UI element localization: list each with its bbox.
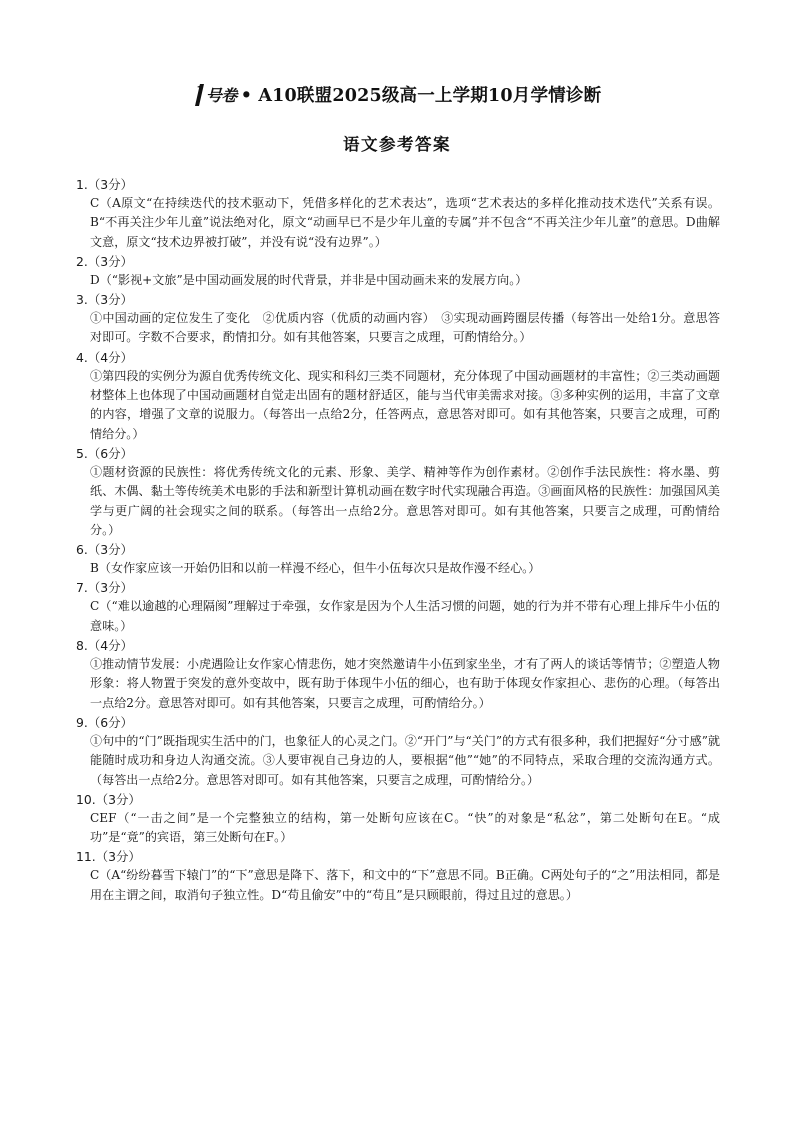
brush-stroke-icon	[193, 83, 205, 107]
question-number: 3.（3分）	[76, 292, 133, 308]
answer-text: C（“难以逾越的心理隔阂”理解过于牵强，女作家是因为个人生活习惯的问题，她的行为并不带有心理上排斥牛小伍的意味。）	[90, 599, 720, 633]
title-row	[193, 82, 602, 107]
answer-item-8	[76, 636, 720, 713]
page-subtitle: 语文参考答案	[343, 134, 451, 154]
answer-text: C（A“纷纷暮雪下辕门”的“下”意思是降下、落下，和文中的“下”意思不同。B正确。C两处句子的“之”用法相同，都是用在主谓之间，取消句子独立性。D“苟且偷安”中的“苟且”是只顾眼前，得过且过的意思。）	[90, 868, 720, 902]
answer-item-1	[76, 175, 720, 252]
answer-text: ①推动情节发展：小虎遇险让女作家心情悲伤，她才突然邀请牛小伍到家坐坐，才有了两人的谈话等情节；②塑造人物形象：将人物置于突发的意外变故中，既有助于体现牛小伍的细心，也有助于体现女作家担心、悲伤的心理。（每答出一点给2分。意思答对即可。如有其他答案，只要言之成理，可酌情给分。）	[90, 657, 720, 710]
answer-text: D（“影视+文旅”是中国动画发展的时代背景，并非是中国动画未来的发展方向。）	[90, 272, 528, 287]
logo-text: 号卷	[205, 86, 237, 105]
question-number: 9.（6分）	[76, 714, 133, 730]
answer-text: CEF（“一击之间”是一个完整独立的结构，第一处断句应该在C。“快”的对象是“私忿”，第二处断句在E。“成功”是“竟”的宾语，第三处断句在F。）	[90, 810, 720, 845]
question-number: 7.（3分）	[76, 580, 133, 596]
answer-text: ①题材资源的民族性：将优秀传统文化的元素、形象、美学、精神等作为创作素材。②创作手法民族性：将水墨、剪纸、木偶、黏土等传统美术电影的手法和新型计算机动画在数字时代实现融合再造。③画面风格的民族性：加强国风美学与更广阔的社会现实之间的联系。（每答出一点给2分。意思答对即可。如有其他答案，只要言之成理，可酌情给分。）	[90, 464, 720, 537]
answer-text: ①第四段的实例分为源自优秀传统文化、现实和科幻三类不同题材，充分体现了中国动画题材的丰富性；②三类动画题材整体上也体现了中国动画题材自觉走出固有的题材舒适区，能与当代审美需求对接。③多种实例的运用，丰富了文章的内容，增强了文章的说服力。（每答出一点给2分，任答两点，意思答对即可。如有其他答案，只要言之成理，可酌情给分。）	[90, 368, 720, 441]
page-header	[0, 82, 794, 155]
answer-text: ①句中的“门”既指现实生活中的门，也象征人的心灵之门。②“开门”与“关门”的方式有很多种，我们把握好“分寸感”就能随时成功和身边人沟通交流。③人要审视自己身边的人，要根据“他”“她”的不同特点，采取合理的交流沟通方式。（每答出一点给2分。意思答对即可。如有其他答案，只要言之成理，可酌情给分。）	[90, 733, 720, 787]
question-number: 4.（4分）	[76, 349, 133, 365]
answer-item-2	[76, 252, 720, 290]
answer-item-5	[76, 444, 720, 540]
question-number: 8.（4分）	[76, 638, 133, 654]
answer-item-10	[76, 790, 720, 848]
question-number: 10.（3分）	[76, 791, 141, 807]
answer-item-6	[76, 540, 720, 578]
question-number: 6.（3分）	[76, 542, 133, 558]
logo	[193, 83, 237, 107]
question-number: 11.（3分）	[76, 849, 141, 865]
answer-item-7	[76, 578, 720, 636]
question-number: 2.（3分）	[76, 253, 133, 269]
answer-text: ①中国动画的定位发生了变化 ②优质内容（优质的动画内容） ③实现动画跨圈层传播（每答出一处给1分。意思答对即可。字数不合要求，酌情扣分。如有其他答案，只要言之成理，可酌情给分。）	[90, 311, 720, 345]
answer-text: C（A原文“在持续迭代的技术驱动下，凭借多样化的艺术表达”，选项“艺术表达的多样化推动技术迭代”关系有误。B“不再关注少年儿童”说法绝对化，原文“动画早已不是少年儿童的专属”并不包含“不再关注少年儿童”的意思。D曲解文意，原文“技术边界被打破”，并没有说“没有边界”。）	[90, 196, 720, 249]
answer-item-11	[76, 847, 720, 905]
answer-list	[76, 175, 720, 905]
answer-item-4	[76, 348, 720, 444]
page-title: • A10联盟2025级高一上学期10月学情诊断	[240, 86, 602, 106]
answer-item-9	[76, 713, 720, 790]
question-number: 5.（6分）	[76, 445, 133, 461]
question-number: 1.（3分）	[76, 177, 133, 192]
answer-text: B（女作家应该一开始仍旧和以前一样漫不经心，但牛小伍每次只是故作漫不经心。）	[90, 561, 541, 576]
answer-item-3	[76, 290, 720, 348]
